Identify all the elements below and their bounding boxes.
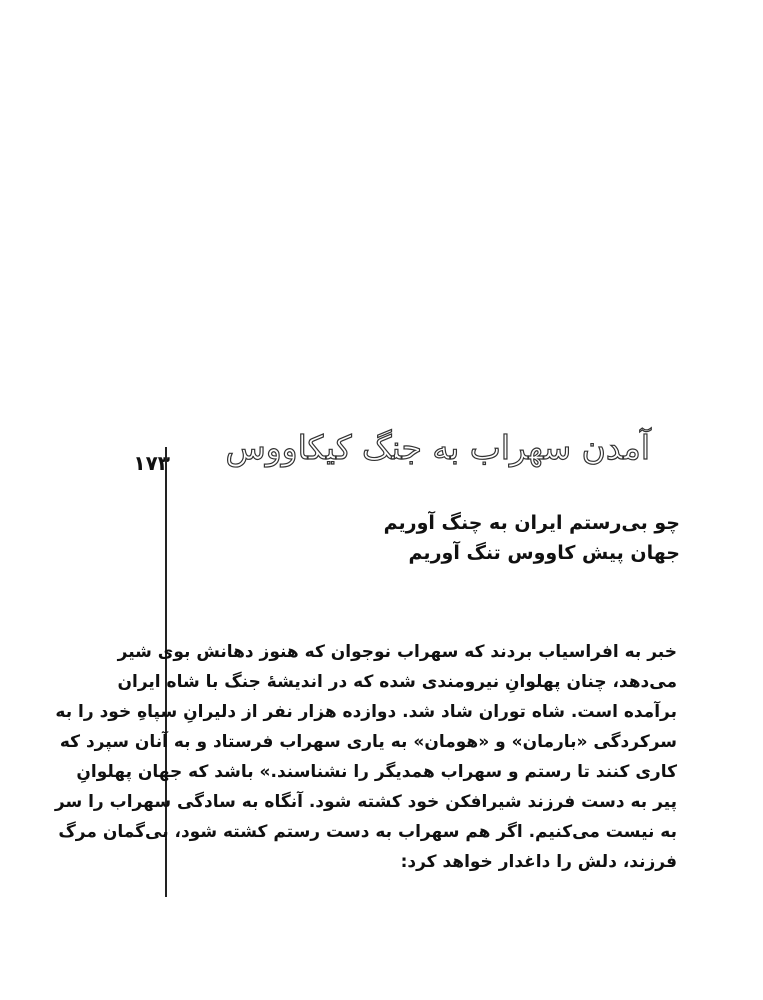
prose-line: کاری کنند تا رستم و سهراب همدیگر را نشناسند.» باشد که جهان پهلوانِ — [76, 762, 677, 782]
prose-line: پیر به دست فرزند شیرافکن خود کشته شود. آنگاه به سادگی سهراب را سر — [54, 792, 677, 812]
prose-line: می‌دهد، چنان پهلوانِ نیرومندی شده که در اندیشهٔ جنگ با شاه ایران — [117, 672, 677, 692]
prose-line: به نیست می‌کنیم. اگر هم سهراب به دست رستم کشته شود، بی‌گمان مرگ — [58, 822, 677, 842]
prose-line: برآمده است. شاه توران شاد شد. دوازده هزار نفر از دلیرانِ سپاهِ خود را به — [55, 702, 677, 722]
verse-couplet — [383, 508, 680, 568]
verse-line: جهان پیش کاووس تنگ آوریم — [408, 542, 680, 564]
prose-line: فرزند، دلش را داغدار خواهد کرد: — [400, 852, 677, 872]
prose-paragraph — [54, 637, 677, 877]
page-number: ۱۷۳ — [133, 451, 170, 475]
verse-line: چو بی‌رستم ایران به چنگ آوریم — [383, 512, 680, 534]
prose-line: خبر به افراسیاب بردند که سهراب نوجوان که هنوز دهانش بوی شیر — [117, 642, 677, 662]
prose-line: سرکردگی «بارمان» و «هومان» به یاری سهراب فرستاد و به آنان سپرد که — [59, 732, 677, 752]
chapter-title: آمدن سهراب به جنگ کیکاووس — [225, 428, 650, 467]
